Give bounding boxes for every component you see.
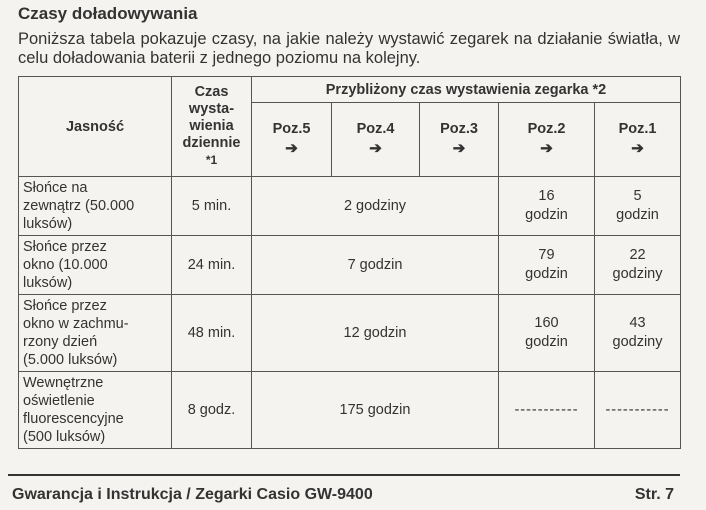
levels-5-3-cell: 7 godzin: [252, 236, 499, 295]
level-header-1: Poz.1 ➔: [595, 103, 681, 177]
page-number: Str. 7: [634, 486, 674, 503]
level-header-3: Poz.3 ➔: [420, 103, 499, 177]
level-1-cell: 22 godziny: [595, 236, 681, 295]
recharge-times-table: [18, 76, 681, 449]
daily-exposure-cell: 8 godz.: [172, 372, 252, 449]
levels-5-3-cell: 2 godziny: [252, 177, 499, 236]
footer-divider: [8, 474, 680, 476]
level-1-cell: 5 godzin: [595, 177, 681, 236]
brightness-header: Jasność: [19, 77, 172, 177]
footer-manual-title: Gwarancja i Instrukcja / Zegarki Casio GW-9400: [12, 486, 373, 503]
level-1-cell: 43 godziny: [595, 295, 681, 372]
daily-exposure-header: Czas wysta- wienia dziennie *1: [172, 77, 252, 177]
daily-exposure-cell: 48 min.: [172, 295, 252, 372]
level-2-cell: 160 godzin: [499, 295, 595, 372]
section-title: Czasy doładowywania: [18, 4, 198, 23]
table-row: [19, 177, 681, 236]
daily-exposure-cell: 24 min.: [172, 236, 252, 295]
approx-time-header: Przybliżony czas wystawienia zegarka *2: [252, 77, 681, 103]
level-2-cell: 16 godzin: [499, 177, 595, 236]
level-header-2: Poz.2 ➔: [499, 103, 595, 177]
brightness-cell: Słońce przez okno w zachmu- rzony dzień (5.000 luksów): [19, 295, 172, 372]
daily-exposure-cell: 5 min.: [172, 177, 252, 236]
level-header-4: Poz.4 ➔: [332, 103, 420, 177]
level-header-5: Poz.5 ➔: [252, 103, 332, 177]
level-1-cell: -----------: [595, 372, 681, 449]
intro-paragraph: Poniższa tabela pokazuje czasy, na jakie należy wystawić zegarek na działanie światła, w celu doładowania baterii z jednego poziomu na kolejny.: [18, 30, 680, 67]
brightness-cell: Słońce na zewnątrz (50.000 luksów): [19, 177, 172, 236]
table-row: [19, 372, 681, 449]
levels-5-3-cell: 175 godzin: [252, 372, 499, 449]
table-row: [19, 295, 681, 372]
table-row: [19, 236, 681, 295]
level-2-cell: -----------: [499, 372, 595, 449]
arrow-right-icon: ➔: [631, 140, 644, 157]
levels-5-3-cell: 12 godzin: [252, 295, 499, 372]
brightness-cell: Wewnętrzne oświetlenie fluorescencyjne (500 luksów): [19, 372, 172, 449]
level-2-cell: 79 godzin: [499, 236, 595, 295]
arrow-right-icon: ➔: [540, 140, 553, 157]
arrow-right-icon: ➔: [452, 140, 466, 157]
arrow-right-icon: ➔: [369, 140, 382, 157]
brightness-cell: Słońce przez okno (10.000 luksów): [19, 236, 172, 295]
arrow-right-icon: ➔: [285, 140, 298, 157]
